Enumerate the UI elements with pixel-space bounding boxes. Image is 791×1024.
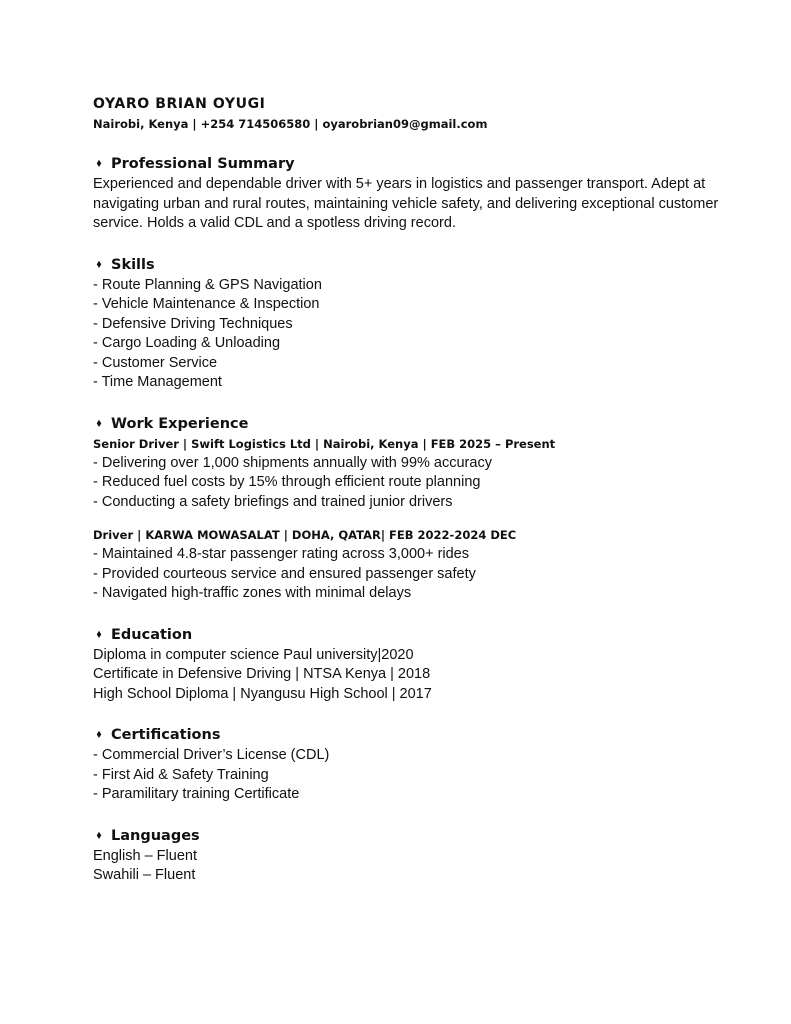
languages-heading-label: Languages [111,827,200,844]
skill-item: - Defensive Driving Techniques [93,315,293,332]
languages-section [93,825,733,886]
experience-heading [93,413,733,435]
summary-heading [93,153,733,175]
diamond-bullet-icon: ⬧ [96,417,102,429]
summary-text: Experienced and dependable driver with 5+ years in logistics and passenger transport. Adept at navigating urban and rural routes, maintaining vehicle safety, and delivering exceptional customer service. Holds a valid CDL and a spotless driving record. [93,176,719,231]
job-entry [93,526,733,604]
skill-item: - Time Management [93,374,222,390]
diamond-bullet-icon: ⬧ [96,729,102,740]
education-item: High School Diploma | Nyangusu High School | 2017 [93,685,432,702]
summary-section [93,153,733,234]
certification-item: - First Aid & Safety Training [93,766,269,783]
education-item: Certificate in Defensive Driving | NTSA Kenya | 2018 [93,666,431,682]
skill-item: - Cargo Loading & Unloading [93,335,281,351]
resume-page [93,93,733,886]
diamond-bullet-icon: ⬧ [96,258,102,270]
certification-item: - Paramilitary training Certificate [93,786,300,802]
contact-line: Nairobi, Kenya | +254 714506580 | oyarobrian09@gmail.com [93,117,488,131]
job-duty: - Provided courteous service and ensured passenger safety [93,565,476,582]
diamond-bullet-icon: ⬧ [96,628,102,640]
job-duty: - Maintained 4.8-star passenger rating across 3,000+ rides [93,546,469,562]
experience-section [93,413,733,604]
education-heading-label: Education [111,626,193,643]
job-duty: - Delivering over 1,000 shipments annually with 99% accuracy [93,454,492,471]
certifications-heading [93,724,733,746]
language-item: English – Fluent [93,847,197,864]
diamond-bullet-icon: ⬧ [96,158,102,169]
languages-heading [93,825,733,847]
education-section [93,624,733,705]
certifications-heading-label: Certifications [111,727,221,743]
education-item: Diploma in computer science Paul university|2020 [93,646,414,663]
summary-heading-label: Professional Summary [111,156,295,172]
experience-heading-label: Work Experience [111,415,249,432]
job-title: Senior Driver | Swift Logistics Ltd | Nairobi, Kenya | FEB 2025 – Present [93,436,556,451]
skills-heading-label: Skills [111,256,155,273]
certifications-section [93,724,733,805]
skill-item: - Customer Service [93,354,218,371]
job-duty: - Conducting a safety briefings and trained junior drivers [93,493,453,510]
job-title: Driver | KARWA MOWASALAT | DOHA, QATAR| FEB 2022-2024 DEC [93,528,517,542]
education-heading [93,624,733,646]
skills-section [93,254,733,393]
job-duty: - Navigated high-traffic zones with minimal delays [93,585,412,601]
job-entry [93,435,733,513]
language-item: Swahili – Fluent [93,867,196,883]
skills-heading [93,254,733,276]
certification-item: - Commercial Driver’s License (CDL) [93,747,330,763]
diamond-bullet-icon: ⬧ [96,829,102,841]
job-duty: - Reduced fuel costs by 15% through efficient route planning [93,474,481,490]
skill-item: - Vehicle Maintenance & Inspection [93,296,320,312]
candidate-name: OYARO BRIAN OYUGI [93,96,266,112]
skill-item: - Route Planning & GPS Navigation [93,276,322,293]
